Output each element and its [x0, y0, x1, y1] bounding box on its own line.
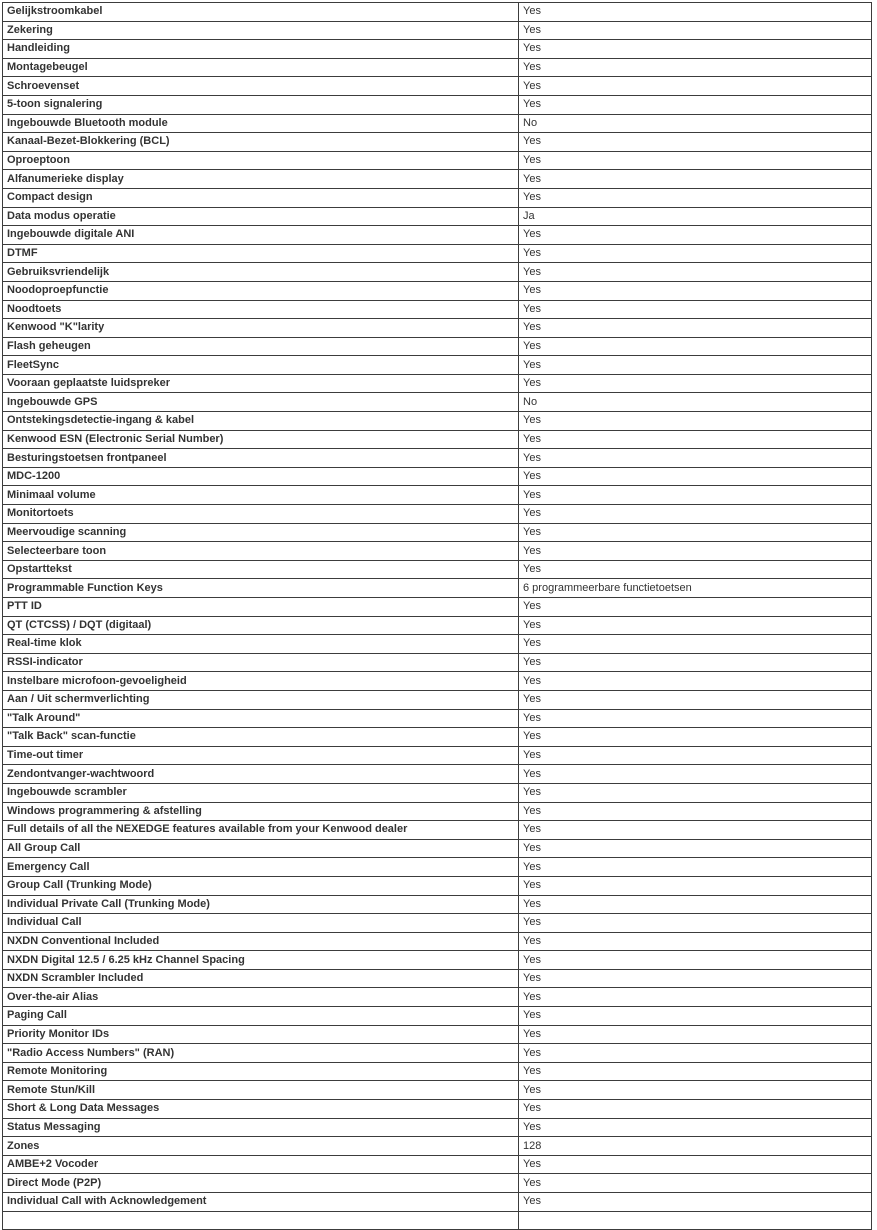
feature-label: All Group Call: [3, 839, 519, 858]
table-row: [3, 1100, 872, 1119]
spec-table-body: [3, 3, 872, 1230]
feature-value: Yes: [519, 1025, 872, 1044]
table-row: [3, 746, 872, 765]
feature-label: Full details of all the NEXEDGE features available from your Kenwood dealer: [3, 821, 519, 840]
feature-label: Meervoudige scanning: [3, 523, 519, 542]
feature-value: Yes: [519, 170, 872, 189]
feature-label: AMBE+2 Vocoder: [3, 1155, 519, 1174]
table-row: [3, 244, 872, 263]
table-row: [3, 895, 872, 914]
feature-label: Data modus operatie: [3, 207, 519, 226]
feature-value: Ja: [519, 207, 872, 226]
feature-label: Paging Call: [3, 1007, 519, 1026]
feature-value: Yes: [519, 412, 872, 431]
feature-label: NXDN Scrambler Included: [3, 969, 519, 988]
feature-value: Yes: [519, 467, 872, 486]
table-row: [3, 709, 872, 728]
feature-label: NXDN Conventional Included: [3, 932, 519, 951]
feature-label: Aan / Uit schermverlichting: [3, 690, 519, 709]
table-row: [3, 58, 872, 77]
table-row: [3, 523, 872, 542]
feature-value: Yes: [519, 635, 872, 654]
feature-value: Yes: [519, 690, 872, 709]
table-row: [3, 170, 872, 189]
feature-value: Yes: [519, 598, 872, 617]
table-row: [3, 802, 872, 821]
feature-value: Yes: [519, 783, 872, 802]
feature-label: Kanaal-Bezet-Blokkering (BCL): [3, 133, 519, 152]
feature-value: Yes: [519, 263, 872, 282]
table-row: [3, 393, 872, 412]
feature-value: Yes: [519, 449, 872, 468]
table-row: [3, 319, 872, 338]
table-row: [3, 690, 872, 709]
feature-value: Yes: [519, 746, 872, 765]
feature-value: Yes: [519, 709, 872, 728]
feature-value: Yes: [519, 1062, 872, 1081]
feature-value: Yes: [519, 1155, 872, 1174]
feature-value: Yes: [519, 523, 872, 542]
table-row: [3, 672, 872, 691]
feature-label: Short & Long Data Messages: [3, 1100, 519, 1119]
feature-value: No: [519, 114, 872, 133]
feature-value: Yes: [519, 560, 872, 579]
table-row: [3, 356, 872, 375]
feature-value: Yes: [519, 319, 872, 338]
feature-label: Over-the-air Alias: [3, 988, 519, 1007]
table-row: [3, 1007, 872, 1026]
table-row: [3, 1025, 872, 1044]
feature-label: Compact design: [3, 188, 519, 207]
feature-label: RSSI-indicator: [3, 653, 519, 672]
table-row: [3, 505, 872, 524]
feature-label: Ingebouwde GPS: [3, 393, 519, 412]
feature-label: Schroevenset: [3, 77, 519, 96]
feature-label: Minimaal volume: [3, 486, 519, 505]
table-row: [3, 616, 872, 635]
table-row: [3, 579, 872, 598]
feature-label: Montagebeugel: [3, 58, 519, 77]
table-row: [3, 653, 872, 672]
feature-value: Yes: [519, 932, 872, 951]
feature-label: QT (CTCSS) / DQT (digitaal): [3, 616, 519, 635]
table-row: [3, 932, 872, 951]
feature-label: Vooraan geplaatste luidspreker: [3, 374, 519, 393]
feature-value: Yes: [519, 802, 872, 821]
feature-value: Yes: [519, 672, 872, 691]
feature-label: Handleiding: [3, 40, 519, 59]
feature-value: Yes: [519, 95, 872, 114]
feature-label: Selecteerbare toon: [3, 542, 519, 561]
table-row: [3, 560, 872, 579]
feature-value: Yes: [519, 1118, 872, 1137]
feature-value: Yes: [519, 244, 872, 263]
table-row: [3, 1062, 872, 1081]
table-row: [3, 263, 872, 282]
feature-value: Yes: [519, 858, 872, 877]
feature-value: Yes: [519, 151, 872, 170]
table-row: [3, 40, 872, 59]
feature-value: Yes: [519, 821, 872, 840]
feature-value: Yes: [519, 653, 872, 672]
feature-label: Ingebouwde digitale ANI: [3, 226, 519, 245]
table-row: [3, 914, 872, 933]
feature-value: Yes: [519, 1081, 872, 1100]
feature-label: FleetSync: [3, 356, 519, 375]
table-row: [3, 374, 872, 393]
table-row: [3, 839, 872, 858]
table-row: [3, 188, 872, 207]
feature-label: Time-out timer: [3, 746, 519, 765]
feature-label: Status Messaging: [3, 1118, 519, 1137]
feature-value: Yes: [519, 1100, 872, 1119]
table-row: [3, 1081, 872, 1100]
table-row: [3, 858, 872, 877]
feature-label: Kenwood ESN (Electronic Serial Number): [3, 430, 519, 449]
table-row: [3, 821, 872, 840]
feature-value: Yes: [519, 505, 872, 524]
feature-label: Direct Mode (P2P): [3, 1174, 519, 1193]
feature-value: Yes: [519, 1174, 872, 1193]
feature-label: Zones: [3, 1137, 519, 1156]
feature-label: "Talk Back" scan-functie: [3, 728, 519, 747]
feature-value: Yes: [519, 1044, 872, 1063]
feature-label: "Talk Around": [3, 709, 519, 728]
table-row: [3, 1044, 872, 1063]
feature-label: 5-toon signalering: [3, 95, 519, 114]
feature-label: Individual Call with Acknowledgement: [3, 1193, 519, 1212]
table-row: [3, 77, 872, 96]
feature-value: Yes: [519, 21, 872, 40]
feature-label: Zendontvanger-wachtwoord: [3, 765, 519, 784]
table-row: [3, 449, 872, 468]
feature-value: Yes: [519, 374, 872, 393]
feature-value: Yes: [519, 895, 872, 914]
table-row: [3, 1193, 872, 1212]
feature-label: Emergency Call: [3, 858, 519, 877]
table-row: [3, 300, 872, 319]
table-row: [3, 486, 872, 505]
feature-label: Ontstekingsdetectie-ingang & kabel: [3, 412, 519, 431]
table-row: [3, 114, 872, 133]
feature-value: Yes: [519, 1193, 872, 1212]
feature-value: Yes: [519, 988, 872, 1007]
feature-label: NXDN Digital 12.5 / 6.25 kHz Channel Spacing: [3, 951, 519, 970]
feature-label: Oproeptoon: [3, 151, 519, 170]
feature-value: No: [519, 393, 872, 412]
table-row: [3, 1137, 872, 1156]
feature-value: Yes: [519, 1007, 872, 1026]
feature-value: Yes: [519, 300, 872, 319]
table-row: [3, 226, 872, 245]
table-row: [3, 430, 872, 449]
feature-value: Yes: [519, 188, 872, 207]
feature-value: Yes: [519, 77, 872, 96]
feature-label: Gebruiksvriendelijk: [3, 263, 519, 282]
table-row: [3, 598, 872, 617]
feature-value: Yes: [519, 281, 872, 300]
feature-label: Remote Stun/Kill: [3, 1081, 519, 1100]
feature-value: Yes: [519, 542, 872, 561]
feature-label: Opstarttekst: [3, 560, 519, 579]
feature-label: Zekering: [3, 21, 519, 40]
feature-label: Ingebouwde Bluetooth module: [3, 114, 519, 133]
table-row: [3, 542, 872, 561]
feature-value: Yes: [519, 914, 872, 933]
table-row: [3, 467, 872, 486]
feature-label: PTT ID: [3, 598, 519, 617]
feature-value: Yes: [519, 876, 872, 895]
table-row: [3, 1155, 872, 1174]
feature-label: Monitortoets: [3, 505, 519, 524]
table-row: [3, 988, 872, 1007]
feature-label: Windows programmering & afstelling: [3, 802, 519, 821]
feature-value: Yes: [519, 765, 872, 784]
table-row: [3, 783, 872, 802]
table-row: [3, 969, 872, 988]
feature-label: DTMF: [3, 244, 519, 263]
feature-label: Group Call (Trunking Mode): [3, 876, 519, 895]
table-row: [3, 95, 872, 114]
table-row: [3, 728, 872, 747]
feature-label: Instelbare microfoon-gevoeligheid: [3, 672, 519, 691]
feature-value: Yes: [519, 133, 872, 152]
table-row: [3, 281, 872, 300]
feature-label: Real-time klok: [3, 635, 519, 654]
feature-label: Alfanumerieke display: [3, 170, 519, 189]
feature-label: Remote Monitoring: [3, 1062, 519, 1081]
table-row: [3, 951, 872, 970]
feature-label: Individual Private Call (Trunking Mode): [3, 895, 519, 914]
table-row: [3, 133, 872, 152]
table-row: [3, 151, 872, 170]
feature-label: Priority Monitor IDs: [3, 1025, 519, 1044]
feature-label: Individual Call: [3, 914, 519, 933]
table-row: [3, 3, 872, 22]
table-row: [3, 1118, 872, 1137]
spec-table: [2, 2, 872, 1230]
feature-label: Flash geheugen: [3, 337, 519, 356]
feature-value: Yes: [519, 337, 872, 356]
feature-label: Ingebouwde scrambler: [3, 783, 519, 802]
feature-value: 6 programmeerbare functietoetsen: [519, 579, 872, 598]
feature-value: Yes: [519, 3, 872, 22]
feature-label: Kenwood "K"larity: [3, 319, 519, 338]
feature-label: Besturingstoetsen frontpaneel: [3, 449, 519, 468]
feature-label: Programmable Function Keys: [3, 579, 519, 598]
feature-value: Yes: [519, 486, 872, 505]
feature-label: Noodoproepfunctie: [3, 281, 519, 300]
table-row: [3, 21, 872, 40]
feature-value: Yes: [519, 616, 872, 635]
table-row: [3, 1174, 872, 1193]
feature-value: Yes: [519, 356, 872, 375]
table-row: [3, 412, 872, 431]
feature-label: Noodtoets: [3, 300, 519, 319]
feature-value: Yes: [519, 40, 872, 59]
feature-value: Yes: [519, 58, 872, 77]
table-row: [3, 207, 872, 226]
table-row: [3, 635, 872, 654]
feature-value: Yes: [519, 951, 872, 970]
feature-label: MDC-1200: [3, 467, 519, 486]
feature-value: Yes: [519, 969, 872, 988]
feature-label: "Radio Access Numbers" (RAN): [3, 1044, 519, 1063]
feature-value: Yes: [519, 839, 872, 858]
feature-value: Yes: [519, 728, 872, 747]
feature-value: 128: [519, 1137, 872, 1156]
table-row: [3, 876, 872, 895]
feature-label: Gelijkstroomkabel: [3, 3, 519, 22]
feature-value: Yes: [519, 226, 872, 245]
table-row: [3, 765, 872, 784]
feature-value: Yes: [519, 430, 872, 449]
table-row: [3, 337, 872, 356]
